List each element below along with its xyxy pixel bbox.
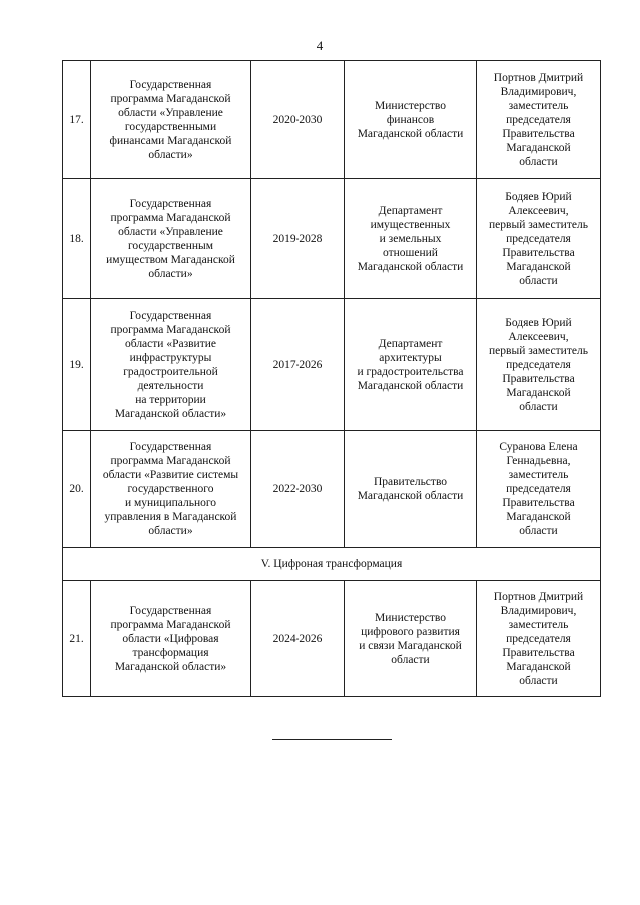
- curator-line: первый заместитель: [489, 218, 588, 231]
- curator-line: заместитель: [508, 618, 569, 631]
- program-name-line: области»: [148, 148, 193, 161]
- table-row: [63, 431, 601, 548]
- responsible-line: отношений: [383, 246, 438, 259]
- program-name-cell: [91, 179, 251, 299]
- curator-line: области: [519, 400, 558, 413]
- responsible-line: и связи Магаданской: [359, 639, 462, 652]
- row-number: 18.: [63, 179, 91, 299]
- section-row: [63, 548, 601, 581]
- curator-line: Алексеевич,: [508, 330, 569, 343]
- program-name-line: градостроительной: [123, 365, 218, 378]
- curator-line: Магаданской: [506, 141, 571, 154]
- curator-line: председателя: [506, 113, 571, 126]
- curator-line: Бодяев Юрий: [505, 190, 572, 203]
- responsible-executor-cell: [345, 581, 477, 697]
- program-name-line: области «Управление: [118, 106, 223, 119]
- program-period: 2019-2028: [251, 179, 345, 299]
- responsible-line: имущественных: [370, 218, 451, 231]
- program-name-line: области «Цифровая: [122, 632, 219, 645]
- responsible-line: Магаданской области: [357, 379, 464, 392]
- responsible-line: Магаданской области: [357, 260, 464, 273]
- program-name-line: имуществом Магаданской: [106, 253, 235, 266]
- curator-cell: [477, 299, 601, 431]
- curator-line: Владимирович,: [500, 85, 577, 98]
- curator-line: области: [519, 525, 558, 537]
- responsible-line: области: [391, 653, 430, 666]
- program-name-line: программа Магаданской: [110, 455, 231, 467]
- program-name-line: Магаданской области»: [114, 407, 227, 420]
- table-row: [63, 581, 601, 697]
- program-name-line: и муниципального: [124, 497, 217, 509]
- curator-line: Магаданской: [506, 660, 571, 673]
- program-name-line: программа Магаданской: [110, 92, 231, 105]
- program-name-line: программа Магаданской: [110, 618, 231, 631]
- responsible-executor-cell: [345, 61, 477, 179]
- program-name-line: Государственная: [129, 309, 212, 322]
- program-name-line: государственного: [127, 483, 214, 495]
- responsible-executor-cell: [345, 431, 477, 548]
- table-row: [63, 179, 601, 299]
- curator-line: Геннадьевна,: [506, 455, 571, 467]
- curator-line: области: [519, 674, 558, 687]
- curator-line: Правительства: [502, 646, 575, 659]
- curator-line: Портнов Дмитрий: [493, 71, 584, 84]
- curator-line: области: [519, 155, 558, 168]
- program-name-line: государственным: [127, 239, 214, 252]
- program-period: 2024-2026: [251, 581, 345, 697]
- program-name-line: деятельности: [137, 379, 204, 392]
- row-number: 21.: [63, 581, 91, 697]
- program-name-line: области»: [148, 267, 193, 280]
- responsible-line: Магаданской области: [357, 490, 464, 502]
- curator-cell: [477, 431, 601, 548]
- program-period: 2020-2030: [251, 61, 345, 179]
- program-name-line: Государственная: [129, 78, 212, 91]
- program-name-line: трансформация: [132, 646, 209, 659]
- program-name-line: программа Магаданской: [110, 323, 231, 336]
- program-name-line: Государственная: [129, 197, 212, 210]
- program-name-cell: [91, 581, 251, 697]
- curator-line: Бодяев Юрий: [505, 316, 572, 329]
- curator-line: Правительства: [502, 372, 575, 385]
- program-name-line: государственными: [124, 120, 217, 133]
- responsible-line: Министерство: [375, 99, 446, 112]
- program-name-line: программа Магаданской: [110, 211, 231, 224]
- curator-line: первый заместитель: [489, 344, 588, 357]
- program-name-cell: [91, 61, 251, 179]
- row-number: 19.: [63, 299, 91, 431]
- program-name-line: области «Развитие: [125, 337, 216, 350]
- table-row: [63, 61, 601, 179]
- curator-line: заместитель: [508, 99, 569, 112]
- row-number: 20.: [63, 431, 91, 548]
- responsible-line: Департамент: [378, 204, 443, 217]
- responsible-line: Министерство: [375, 611, 446, 624]
- curator-line: Магаданской: [506, 260, 571, 273]
- curator-line: заместитель: [508, 469, 569, 481]
- curator-line: Правительства: [502, 246, 575, 259]
- curator-line: Правительства: [502, 497, 575, 509]
- responsible-executor-cell: [345, 179, 477, 299]
- program-name-cell: [91, 299, 251, 431]
- section-title: V. Цифроная трансформация: [63, 548, 601, 581]
- program-period: 2017-2026: [251, 299, 345, 431]
- curator-line: области: [519, 274, 558, 287]
- curator-line: Портнов Дмитрий: [493, 590, 584, 603]
- curator-line: председателя: [506, 358, 571, 371]
- curator-line: председателя: [506, 632, 571, 645]
- program-period: 2022-2030: [251, 431, 345, 548]
- curator-cell: [477, 61, 601, 179]
- responsible-line: Магаданской области: [357, 127, 464, 140]
- responsible-executor-cell: [345, 299, 477, 431]
- curator-line: Правительства: [502, 127, 575, 140]
- responsible-line: финансов: [386, 113, 435, 126]
- end-of-document-divider: [272, 739, 392, 740]
- responsible-line: архитектуры: [379, 351, 442, 364]
- responsible-line: цифрового развития: [361, 625, 460, 638]
- table-row: [63, 299, 601, 431]
- curator-cell: [477, 179, 601, 299]
- responsible-line: Департамент: [378, 337, 443, 350]
- program-name-line: на территории: [135, 393, 206, 406]
- curator-line: Алексеевич,: [508, 204, 569, 217]
- program-name-cell: [91, 431, 251, 548]
- program-name-line: финансами Магаданской: [109, 134, 232, 147]
- responsible-line: Правительство: [373, 476, 448, 488]
- program-name-line: управления в Магаданской: [104, 511, 237, 523]
- program-name-line: Государственная: [129, 604, 212, 617]
- program-name-line: области»: [148, 525, 193, 537]
- curator-line: Магаданской: [506, 511, 571, 523]
- row-number: 17.: [63, 61, 91, 179]
- curator-line: Владимирович,: [500, 604, 577, 617]
- program-name-line: области «Управление: [118, 225, 223, 238]
- responsible-line: и земельных: [379, 232, 442, 245]
- curator-line: председателя: [506, 483, 571, 495]
- curator-line: Суранова Елена: [499, 441, 578, 453]
- program-name-line: инфраструктуры: [129, 351, 212, 364]
- state-programs-table: [62, 60, 601, 697]
- curator-cell: [477, 581, 601, 697]
- curator-line: председателя: [506, 232, 571, 245]
- program-name-line: области «Развитие системы: [102, 469, 239, 481]
- page-number: 4: [316, 38, 324, 53]
- program-name-line: Государственная: [129, 441, 212, 453]
- curator-line: Магаданской: [506, 386, 571, 399]
- responsible-line: и градостроительства: [357, 365, 464, 378]
- program-name-line: Магаданской области»: [114, 660, 227, 673]
